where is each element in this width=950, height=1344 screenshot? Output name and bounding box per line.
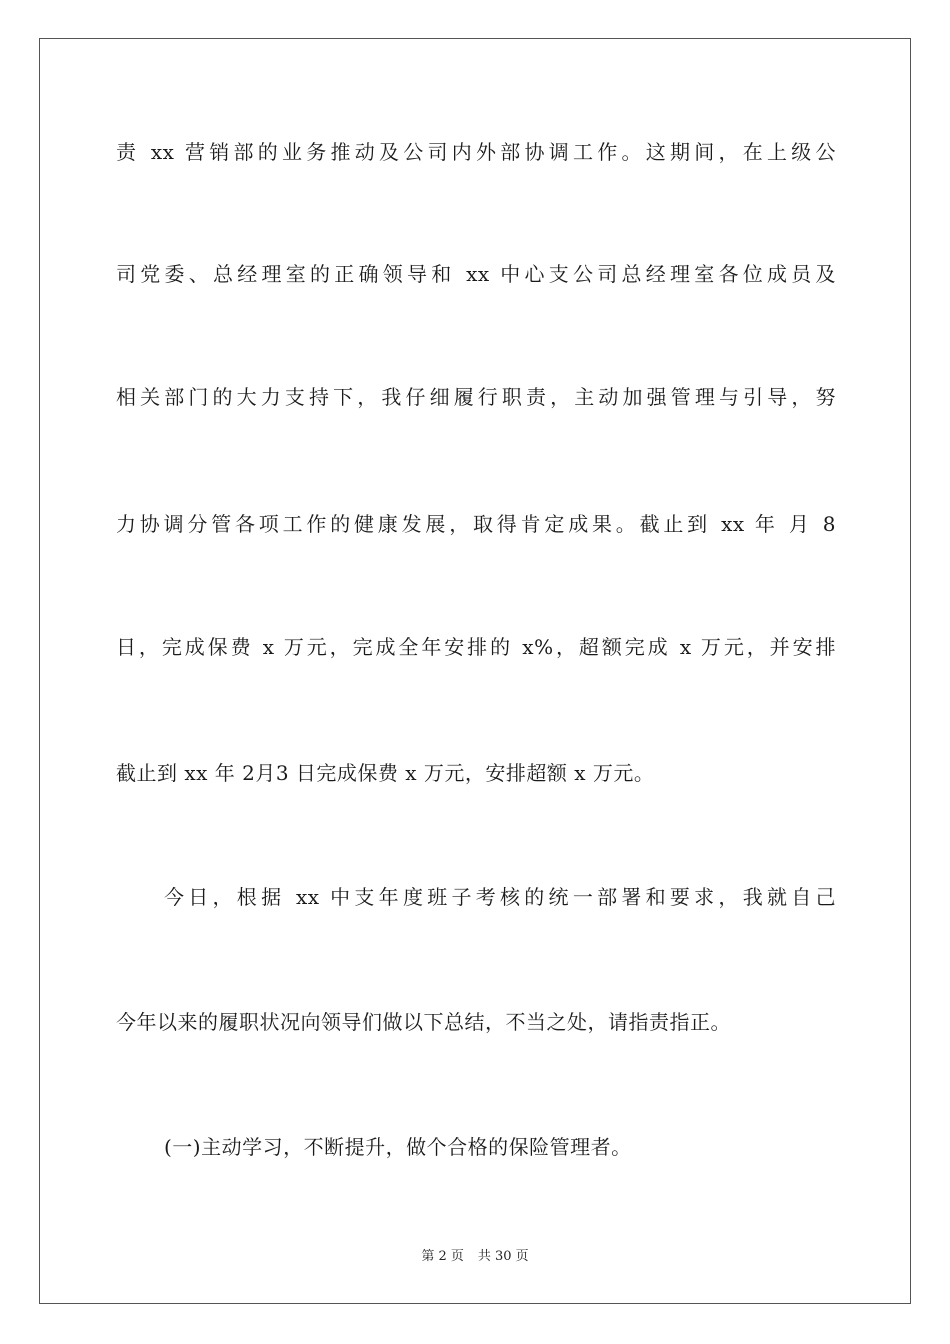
- body-line-6: 截止到 xx 年 2月3 日完成保费 x 万元，安排超额 x 万元。: [116, 761, 655, 785]
- paragraph-2-line-1: 今日，根据 xx 中支年度班子考核的统一部署和要求，我就自己: [164, 885, 836, 909]
- body-line-3: 相关部门的大力支持下，我仔细履行职责，主动加强管理与引导，努: [116, 385, 836, 409]
- body-line-4: 力协调分管各项工作的健康发展，取得肯定成果。截止到 xx 年 月 8: [116, 512, 836, 536]
- section-heading: (一)主动学习，不断提升，做个合格的保险管理者。: [164, 1135, 632, 1159]
- page-total: 共 30 页: [477, 1249, 529, 1264]
- page-number: 第 2 页: [421, 1249, 464, 1264]
- body-line-1: 责 xx 营销部的业务推动及公司内外部协调工作。这期间，在上级公: [116, 140, 836, 164]
- page-border: [39, 38, 911, 1304]
- body-line-5: 日，完成保费 x 万元，完成全年安排的 x%，超额完成 x 万元，并安排: [116, 635, 836, 659]
- paragraph-2-line-2: 今年以来的履职状况向领导们做以下总结，不当之处，请指责指正。: [116, 1010, 731, 1034]
- body-line-2: 司党委、总经理室的正确领导和 xx 中心支公司总经理室各位成员及: [116, 262, 836, 286]
- page-footer: [0, 1248, 950, 1266]
